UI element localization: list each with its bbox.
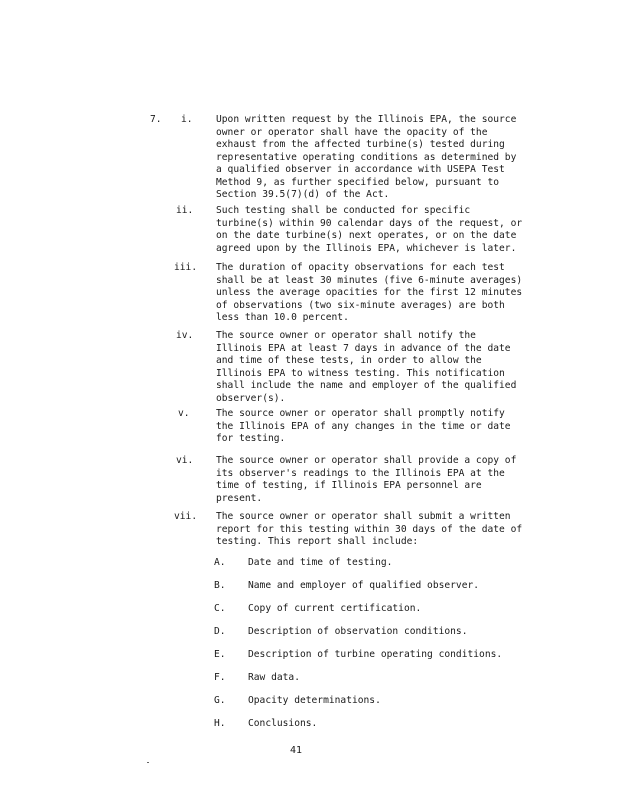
item-marker-vii: vii.	[174, 511, 198, 522]
item-marker-vi: vi.	[176, 455, 194, 466]
item-text-ii: Such testing shall be conducted for specific turbine(s) within 90 calendar days of the request, or on the date turbine(s) next operates, or on the date agreed upon by the Illinois EPA, whichever is later.	[216, 205, 523, 254]
report-item-text: Copy of current certification.	[248, 603, 422, 614]
item-marker-i: i.	[181, 114, 193, 125]
report-item-text: Raw data.	[248, 672, 300, 683]
item-text-i: Upon written request by the Illinois EPA, the source owner or operator shall have the opacity of the exhaust from the affected turbine(s) tested during representative operating conditions as determined by a qualified observer in accordance with USEPA Test Method 9, as further specified below, pursuant to Section 39.5(7)(d) of the Act.	[216, 114, 517, 200]
item-text-vi: The source owner or operator shall provide a copy of its observer's readings to the Illinois EPA at the time of testing, if Illinois EPA personnel are present.	[216, 455, 517, 504]
report-item-letter: G.	[214, 695, 226, 706]
report-item-letter: C.	[214, 603, 226, 614]
item-marker-ii: ii.	[176, 205, 194, 216]
report-item-letter: H.	[214, 718, 226, 729]
report-item-text: Date and time of testing.	[248, 557, 393, 568]
section-number: 7.	[150, 114, 162, 125]
item-text-iv: The source owner or operator shall notify the Illinois EPA at least 7 days in advance of the date and time of these tests, in order to allow the Illinois EPA to witness testing. This notification shall include the name and employer of the qualified observer(s).	[216, 330, 517, 404]
item-marker-iv: iv.	[176, 330, 194, 341]
scan-speck	[147, 762, 149, 763]
report-item-text: Opacity determinations.	[248, 695, 381, 706]
item-marker-iii: iii.	[174, 262, 198, 273]
item-text-iii: The duration of opacity observations for each test shall be at least 30 minutes (five 6-minute averages) unless the average opacities for the first 12 minutes of observations (two six-minute averages) are both less than 10.0 percent.	[216, 262, 523, 323]
report-item-text: Name and employer of qualified observer.	[248, 580, 480, 591]
report-item-letter: E.	[214, 649, 226, 660]
report-item-text: Description of observation conditions.	[248, 626, 468, 637]
item-marker-v: v.	[178, 408, 190, 419]
report-item-letter: B.	[214, 580, 226, 591]
report-item-text: Conclusions.	[248, 718, 318, 729]
report-item-letter: D.	[214, 626, 226, 637]
page-number: 41	[290, 745, 303, 756]
report-item-letter: F.	[214, 672, 226, 683]
report-item-text: Description of turbine operating conditions.	[248, 649, 503, 660]
report-item-letter: A.	[214, 557, 226, 568]
item-text-vii: The source owner or operator shall submit a written report for this testing within 30 days of the date of testing. This report shall include:	[216, 511, 523, 547]
item-text-v: The source owner or operator shall promptly notify the Illinois EPA of any changes in the time or date for testing.	[216, 408, 511, 444]
